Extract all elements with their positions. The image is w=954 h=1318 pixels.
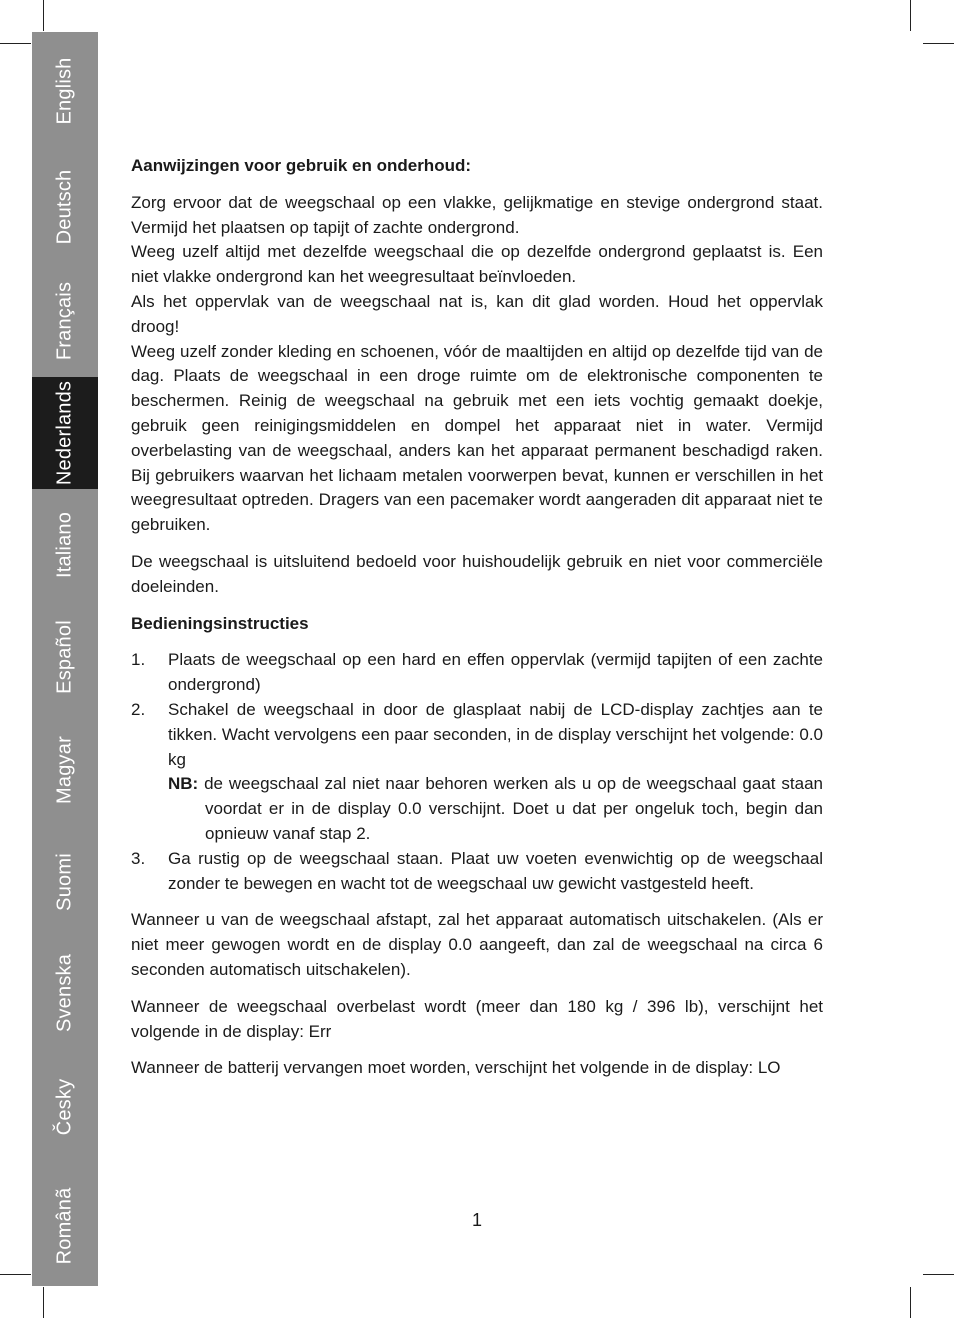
tab-francais[interactable] [32,264,98,377]
tab-label: Magyar [53,736,76,804]
step-text: Plaats de weegschaal op een hard en effen oppervlak (vermijd tapijten of een zachte ondergrond) [168,650,823,695]
step-number: 2. [131,699,146,719]
paragraph: Weeg uzelf zonder kleding en schoenen, vóór de maaltijden en altijd op dezelfde tijd van de dag. Plaats de weegschaal in een droge ruimte om de elektronische componenten te beschermen. Reinig de weegschaal na gebruik met een iets vochtig gemaakt doekje, gebruik geen reinigingsmiddelen en dompel het apparaat niet in water. Vermijd overbelasting van de weegschaal, anders kan het apparaat permanent beschadigd raken. Bij gebruikers waarvan het lichaam metalen voorwerpen bevat, kunnen er verschillen in het weegresultaat optreden. Dragers van een pacemaker wordt aangeraden dit apparaat niet te gebruiken. [131,341,823,535]
tab-magyar[interactable] [32,713,98,827]
tab-label: Suomi [53,853,76,911]
tab-deutsch[interactable] [32,149,98,264]
crop-mark [43,0,44,31]
note-label: NB: [168,774,199,794]
tab-svenska[interactable] [32,937,98,1049]
tab-label: Español [53,619,76,694]
step-text: Schakel de weegschaal in door de glasplaat nabij de LCD-display zachtjes aan te tikken. Wacht vervolgens een paar seconden, in de display verschijnt het volgende: 0.0 kg [168,699,823,769]
tab-label: Deutsch [53,169,76,244]
tab-label: Italiano [53,511,76,578]
tab-italiano[interactable] [32,489,98,600]
tab-label: Česky [53,1078,76,1136]
section-heading-usage: Aanwijzingen voor gebruik en onderhoud: [131,156,472,175]
crop-mark [910,0,911,31]
tab-suomi[interactable] [32,827,98,937]
list-item [131,648,823,698]
paragraph: Wanneer de weegschaal overbelast wordt (meer dan 180 kg / 396 lb), verschijnt het volgende in de display: Err [131,996,823,1041]
paragraph: Wanneer de batterij vervangen moet worden, verschijnt het volgende in de display: LO [131,1058,781,1078]
page-number: 1 [471,1210,482,1230]
manual-content [131,154,823,1093]
instruction-steps [131,648,823,896]
section-heading-instructions: Bedieningsinstructies [131,613,309,633]
language-tabs [32,32,98,1286]
tab-label: Românã [53,1187,76,1264]
crop-mark [910,1287,911,1318]
tab-label: Français [53,281,76,360]
crop-mark [923,43,954,44]
tab-cesky[interactable] [32,1049,98,1165]
step-text: Ga rustig op de weegschaal staan. Plaat uw voeten evenwichtig op de weegschaal zonder te bewegen en wacht tot de weegschaal uw gewicht vastgesteld heeft. [168,848,823,893]
list-item [131,847,823,897]
crop-mark [0,1274,31,1275]
paragraph: Als het oppervlak van de weegschaal nat is, kan dit glad worden. Houd het oppervlak droog! [131,291,823,336]
paragraph: De weegschaal is uitsluitend bedoeld voor huishoudelijk gebruik en niet voor commerciële doeleinden. [131,551,823,596]
paragraph: Zorg ervoor dat de weegschaal op een vlakke, gelijkmatige en stevige ondergrond staat. Vermijd het plaatsen op tapijt of zachte ondergrond. [131,192,823,237]
note-text: de weegschaal zal niet naar behoren werken als u op de weegschaal gaat staan voordat er in de display 0.0 verschijnt. Doet u dat per ongeluk toch, begin dan opnieuw vanaf stap 2. [204,774,823,843]
crop-mark [43,1287,44,1318]
tab-label: Nederlands [53,380,76,486]
tab-english[interactable] [32,32,98,149]
tab-label: English [53,57,76,124]
crop-mark [0,43,31,44]
paragraph: Weeg uzelf altijd met dezelfde weegschaal die op dezelfde ondergrond geplaatst is. Een niet vlakke ondergrond kan het weegresultaat beïnvloeden. [131,242,823,287]
step-number: 3. [131,848,146,868]
crop-mark [923,1274,954,1275]
tab-nederlands[interactable] [32,377,98,489]
step-note [168,772,823,846]
list-item [131,698,823,847]
tab-label: Svenska [53,953,76,1033]
tab-espanol[interactable] [32,600,98,713]
paragraph: Wanneer u van de weegschaal afstapt, zal het apparaat automatisch uitschakelen. (Als er niet meer gewogen wordt en de display 0.0 aangeeft, dan zal de weegschaal na circa 6 seconden automatisch uitschakelen). [131,910,823,979]
step-number: 1. [131,650,146,670]
